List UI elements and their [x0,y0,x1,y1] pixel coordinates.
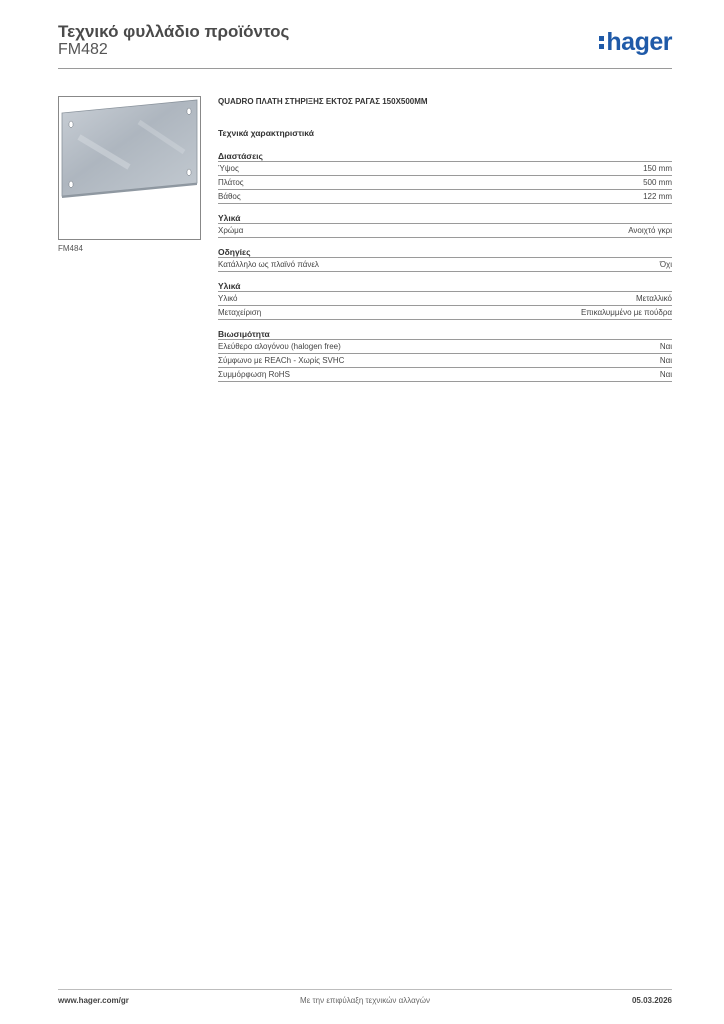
spec-label: Μεταχείριση [218,308,262,317]
spec-label: Συμμόρφωση RoHS [218,370,290,379]
spec-value: 150 mm [643,164,672,173]
mounting-plate-illustration [59,97,200,239]
hager-logo [599,28,672,57]
spec-value: Όχι [659,260,672,269]
spec-row [218,162,672,176]
spec-value: 122 mm [643,192,672,201]
spec-row [218,292,672,306]
group-title: Υλικά [218,280,672,292]
spec-group-dimensions [218,150,672,204]
logo-text: hager [606,28,672,56]
spec-value: Μεταλλικό [635,294,672,303]
spec-row [218,306,672,320]
spec-panel [218,96,672,390]
product-image [58,96,201,240]
page-footer [58,996,672,1010]
spec-row [218,224,672,238]
footer-website-link[interactable]: www.hager.com/gr [58,996,129,1005]
group-title: Διαστάσεις [218,150,672,162]
footer-date: 05.03.2026 [631,996,672,1005]
spec-row [218,368,672,382]
group-title: Υλικά [218,212,672,224]
page-header [58,22,672,68]
spec-row [218,258,672,272]
spec-label: Σύμφωνο με REACh - Χωρίς SVHC [218,356,345,365]
product-code: FM482 [58,41,108,58]
logo-dots-icon [599,33,605,51]
spec-row [218,354,672,368]
spec-row [218,176,672,190]
spec-value: Ναι [659,342,672,351]
footer-notice: Με την επιφύλαξη τεχνικών αλλαγών [300,996,430,1005]
spec-row [218,190,672,204]
group-title: Βιωσιμότητα [218,328,672,340]
section-title: Τεχνικά χαρακτηριστικά [218,128,314,138]
spec-label: Πλάτος [218,178,244,187]
header-divider [58,68,672,69]
footer-divider [58,989,672,990]
spec-value: Ναι [659,356,672,365]
spec-group-materials [218,212,672,238]
image-caption: FM484 [58,244,83,253]
spec-label: Υλικό [218,294,238,303]
product-name: QUADRO ΠΛΑΤΗ ΣΤΗΡΙΞΗΣ ΕΚΤΟΣ ΡΑΓΑΣ 150X500MM [218,97,428,106]
spec-group-instructions [218,246,672,272]
spec-label: Βάθος [218,192,241,201]
spec-label: Κατάλληλο ως πλαϊνό πάνελ [218,260,319,269]
spec-value: Επικαλυμμένο με πούδρα [580,308,672,317]
spec-value: Ανοιχτό γκρι [628,226,672,235]
spec-label: Ύψος [218,164,239,173]
spec-row [218,340,672,354]
spec-label: Ελεύθερο αλογόνου (halogen free) [218,342,341,351]
group-title: Οδηγίες [218,246,672,258]
spec-group-sustainability [218,328,672,382]
spec-value: 500 mm [643,178,672,187]
document-title: Τεχνικό φυλλάδιο προϊόντος [58,22,290,41]
spec-group-material-finish [218,280,672,320]
spec-value: Ναι [659,370,672,379]
spec-label: Χρώμα [218,226,244,235]
